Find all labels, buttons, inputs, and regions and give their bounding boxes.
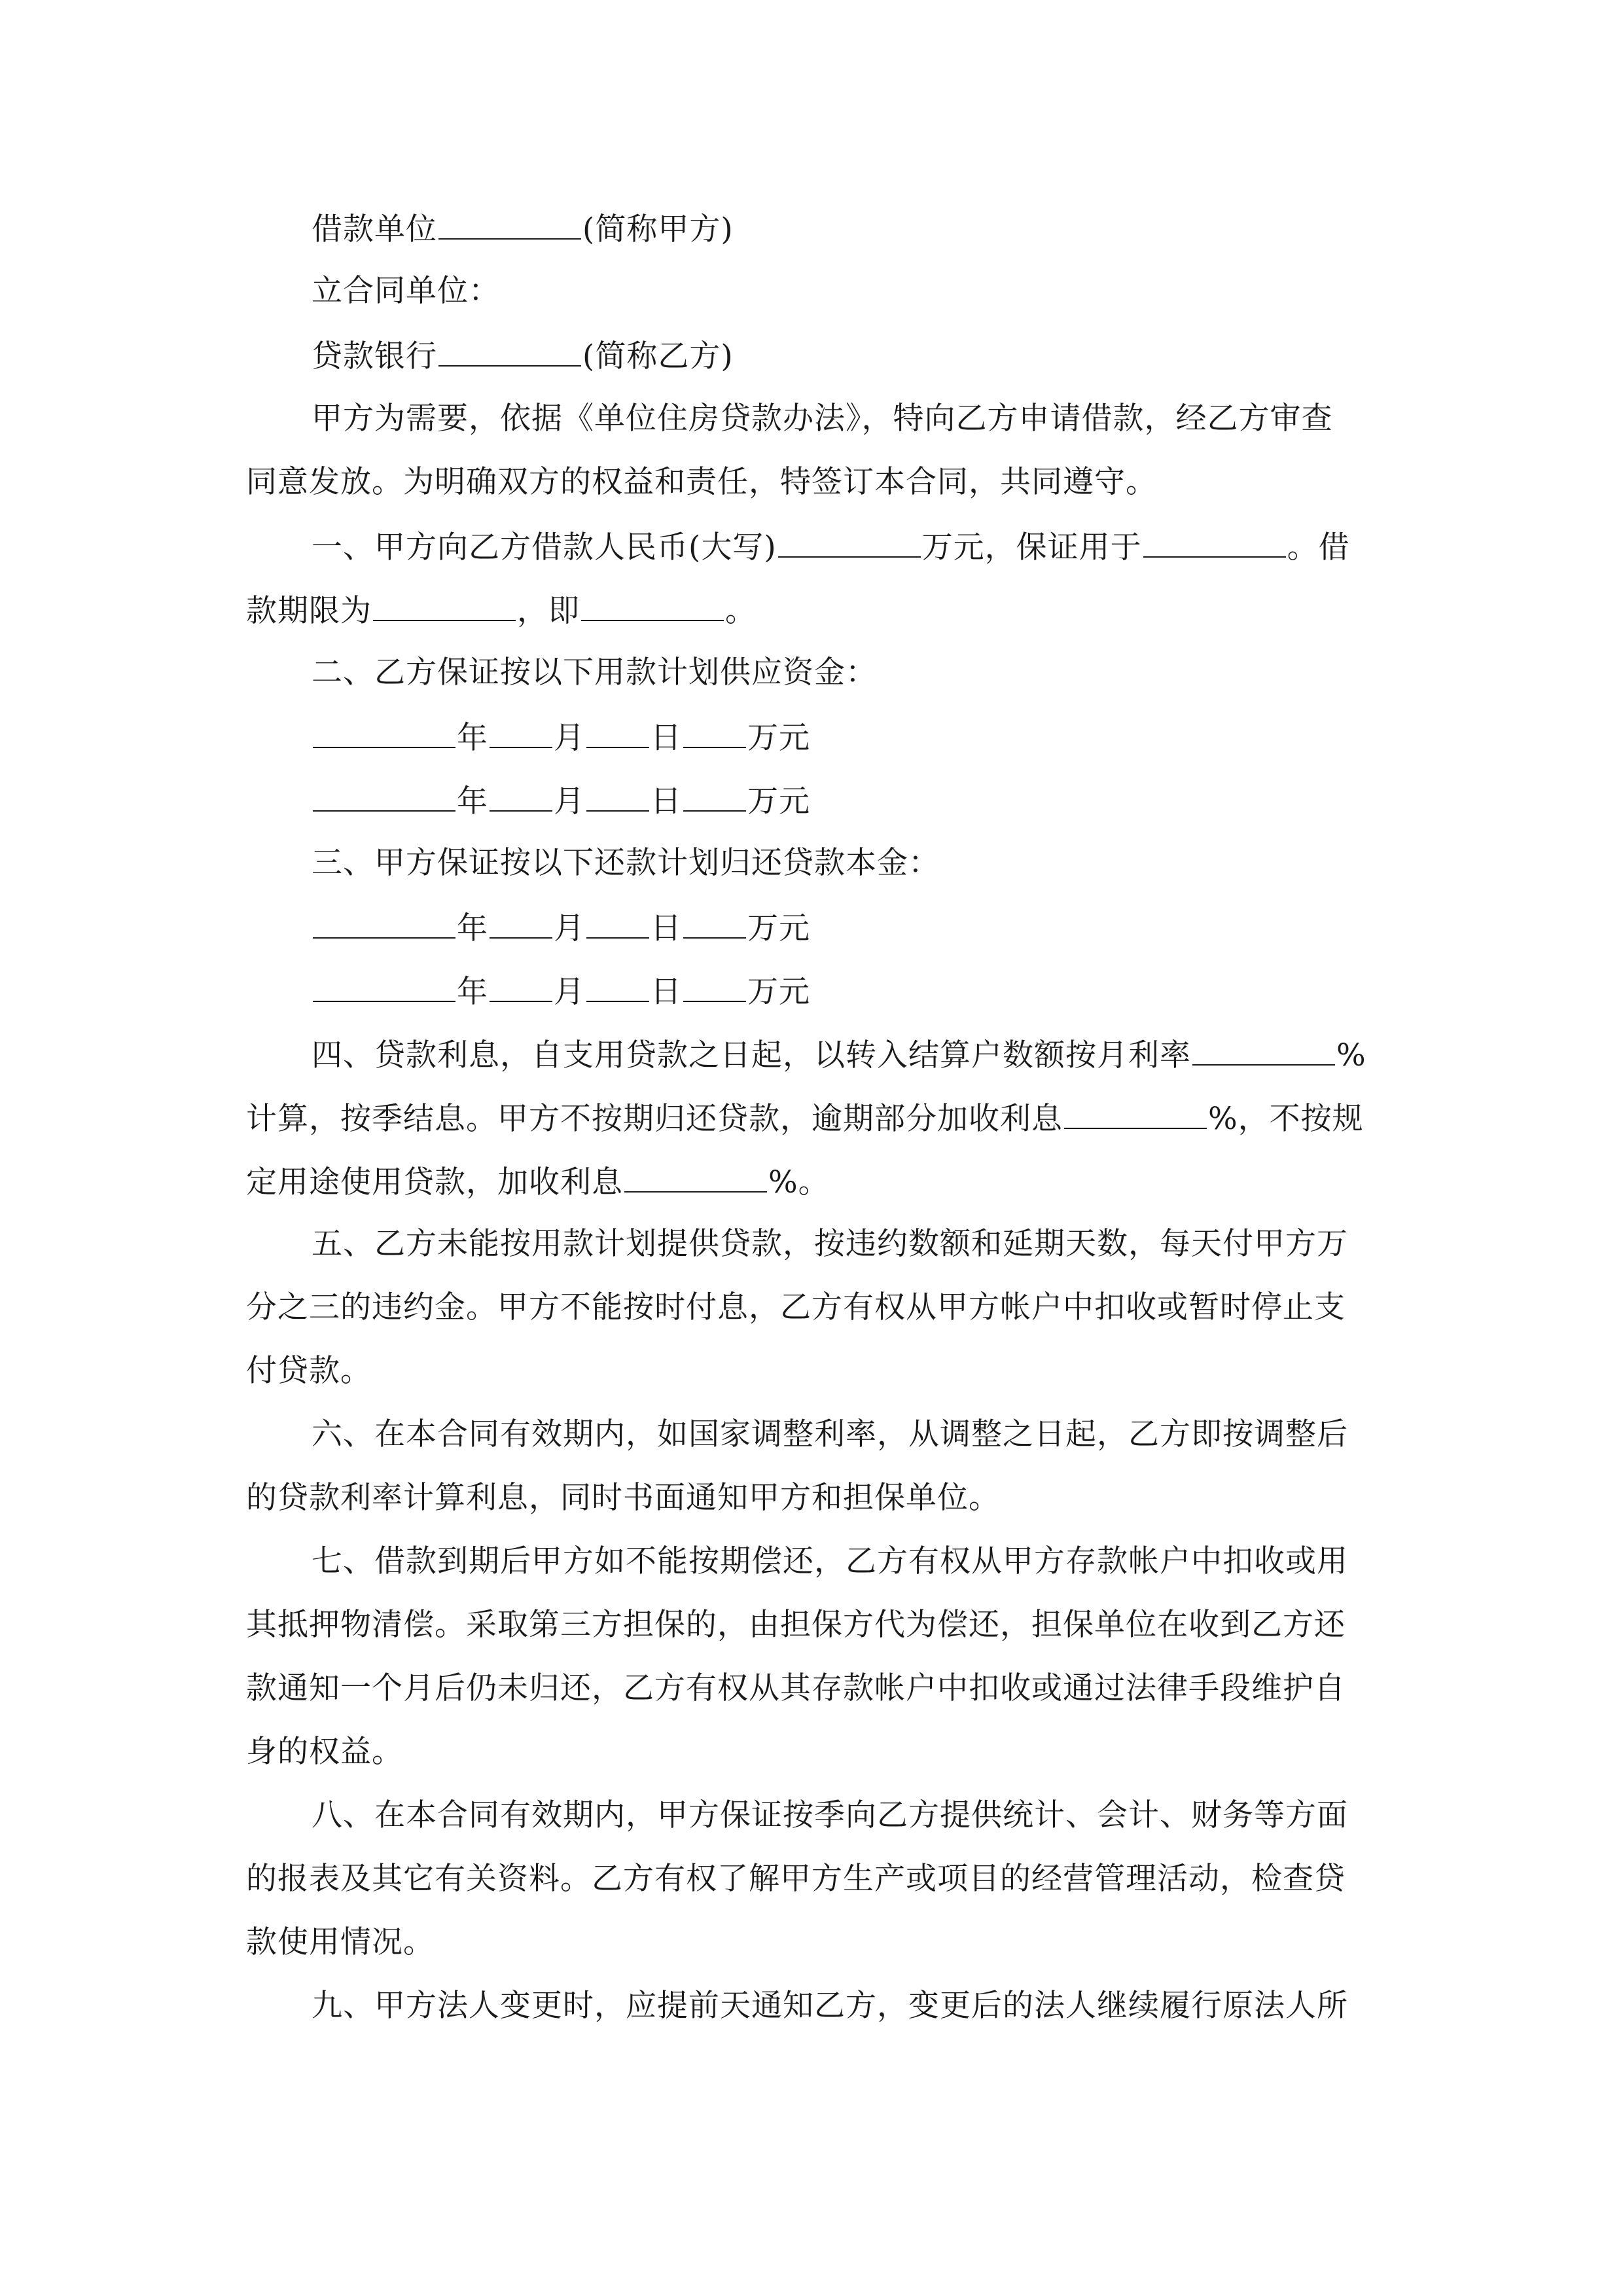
- borrower-suffix: (简称甲方): [582, 211, 734, 247]
- clause1-term-sep: ，即: [517, 593, 580, 629]
- loan-purpose-blank[interactable]: [1143, 526, 1286, 558]
- year-blank[interactable]: [313, 971, 455, 1002]
- borrower-label: 借款单位: [312, 211, 437, 247]
- amount-blank[interactable]: [683, 907, 746, 939]
- year-blank[interactable]: [313, 907, 455, 939]
- amount-blank[interactable]: [683, 780, 746, 812]
- day-label: 日: [651, 974, 682, 1010]
- clause9-line-1: 九、甲方法人变更时，应提前天通知乙方，变更后的法人继续履行原法人所: [312, 1988, 1348, 2024]
- contract-parties-line: [312, 272, 1385, 311]
- repay-plan-row: [312, 971, 1385, 1012]
- clause4-text-2: 计算，按季结息。甲方不按期归还贷款，逾期部分加收利息: [246, 1101, 1063, 1137]
- unit-label: 万元: [747, 910, 810, 946]
- clause7-line-4: 身的权益。: [246, 1734, 403, 1770]
- clause4-line-3: [246, 1161, 1385, 1202]
- month-blank[interactable]: [490, 780, 552, 812]
- supply-plan-row: [312, 717, 1385, 758]
- clause7-line-3: 款通知一个月后仍未归还，乙方有权从其存款帐户中扣收或通过法律手段维护自: [246, 1670, 1346, 1706]
- clause4-text-3b: %。: [768, 1164, 830, 1200]
- intro-line-1: 甲方为需要，依据《单位住房贷款办法》，特向乙方申请借款，经乙方审查: [312, 401, 1333, 437]
- clause1-term-end: 。: [725, 593, 757, 629]
- year-label: 年: [457, 783, 488, 819]
- clause6-line-1: 六、在本合同有效期内，如国家调整利率，从调整之日起，乙方即按调整后: [312, 1416, 1348, 1452]
- lender-suffix: (简称乙方): [582, 338, 734, 374]
- month-blank[interactable]: [490, 907, 552, 939]
- year-label: 年: [457, 720, 488, 756]
- clause7-line-2: 其抵押物清偿。采取第三方担保的，由担保方代为偿还，担保单位在收到乙方还: [246, 1607, 1346, 1643]
- year-label: 年: [457, 910, 488, 946]
- loan-term-blank[interactable]: [373, 590, 516, 621]
- contract-parties-label: 立合同单位：: [312, 273, 500, 309]
- clause4-text-2b: %，不按规: [1208, 1101, 1364, 1137]
- clause8-line-2: 的报表及其它有关资料。乙方有权了解甲方生产或项目的经营管理活动，检查贷: [246, 1861, 1346, 1897]
- month-blank[interactable]: [490, 971, 552, 1002]
- day-blank[interactable]: [586, 780, 649, 812]
- month-label: 月: [554, 783, 585, 819]
- clause5-line-3: 付贷款。: [246, 1353, 372, 1389]
- clause8-line-1: 八、在本合同有效期内，甲方保证按季向乙方提供统计、会计、财务等方面: [312, 1797, 1348, 1833]
- lender-line: [312, 335, 1385, 376]
- lender-label: 贷款银行: [312, 338, 437, 374]
- day-label: 日: [651, 910, 682, 946]
- year-blank[interactable]: [313, 717, 455, 748]
- clause1-text-b: 万元，保证用于: [921, 529, 1142, 565]
- clause1-line-1: [312, 526, 1385, 567]
- unit-label: 万元: [747, 974, 810, 1010]
- clause7-line-1: 七、借款到期后甲方如不能按期偿还，乙方有权从甲方存款帐户中扣收或用: [312, 1543, 1348, 1579]
- clause4-text-3: 定用途使用贷款，加收利息: [246, 1164, 623, 1200]
- clause5-line-1: 五、乙方未能按用款计划提供贷款，按违约数额和延期天数，每天付甲方万: [312, 1226, 1348, 1262]
- repay-plan-row: [312, 907, 1385, 948]
- percent-sign: %: [1336, 1037, 1366, 1073]
- overdue-rate-blank[interactable]: [1064, 1098, 1207, 1129]
- intro-line-2: 同意发放。为明确双方的权益和责任，特签订本合同，共同遵守。: [246, 464, 1157, 500]
- day-blank[interactable]: [586, 971, 649, 1002]
- year-blank[interactable]: [313, 780, 455, 812]
- year-label: 年: [457, 974, 488, 1010]
- clause4-text-1: 四、贷款利息，自支用贷款之日起，以转入结算户数额按月利率: [312, 1037, 1191, 1073]
- unit-label: 万元: [747, 783, 810, 819]
- misuse-rate-blank[interactable]: [624, 1161, 767, 1193]
- amount-blank[interactable]: [683, 971, 746, 1002]
- clause6-line-2: 的贷款利率计算利息，同时书面通知甲方和担保单位。: [246, 1480, 1000, 1516]
- clause1-text-a: 一、甲方向乙方借款人民币(大写): [312, 529, 777, 565]
- day-blank[interactable]: [586, 907, 649, 939]
- loan-term-dates-blank[interactable]: [581, 590, 724, 621]
- borrower-line: [312, 208, 1385, 249]
- clause5-line-2: 分之三的违约金。甲方不能按时付息，乙方有权从甲方帐户中扣收或暂时停止支: [246, 1289, 1346, 1325]
- clause1-line-2: [246, 590, 1385, 631]
- clause3-heading: 三、甲方保证按以下还款计划归还贷款本金：: [312, 845, 940, 881]
- supply-plan-row: [312, 780, 1385, 821]
- clause2-heading: 二、乙方保证按以下用款计划供应资金：: [312, 655, 877, 691]
- loan-amount-blank[interactable]: [778, 526, 921, 558]
- month-blank[interactable]: [490, 717, 552, 748]
- day-label: 日: [651, 783, 682, 819]
- clause4-line-1: [312, 1034, 1385, 1075]
- clause4-line-2: [246, 1098, 1385, 1139]
- clause1-text-c: 。借: [1287, 529, 1350, 565]
- borrower-blank[interactable]: [438, 208, 581, 240]
- month-label: 月: [554, 974, 585, 1010]
- clause1-term-label: 款期限为: [246, 593, 372, 629]
- month-label: 月: [554, 910, 585, 946]
- unit-label: 万元: [747, 720, 810, 756]
- clause8-line-3: 款使用情况。: [246, 1924, 435, 1960]
- month-label: 月: [554, 720, 585, 756]
- amount-blank[interactable]: [683, 717, 746, 748]
- lender-blank[interactable]: [438, 335, 581, 367]
- day-label: 日: [651, 720, 682, 756]
- monthly-rate-blank[interactable]: [1192, 1034, 1335, 1066]
- day-blank[interactable]: [586, 717, 649, 748]
